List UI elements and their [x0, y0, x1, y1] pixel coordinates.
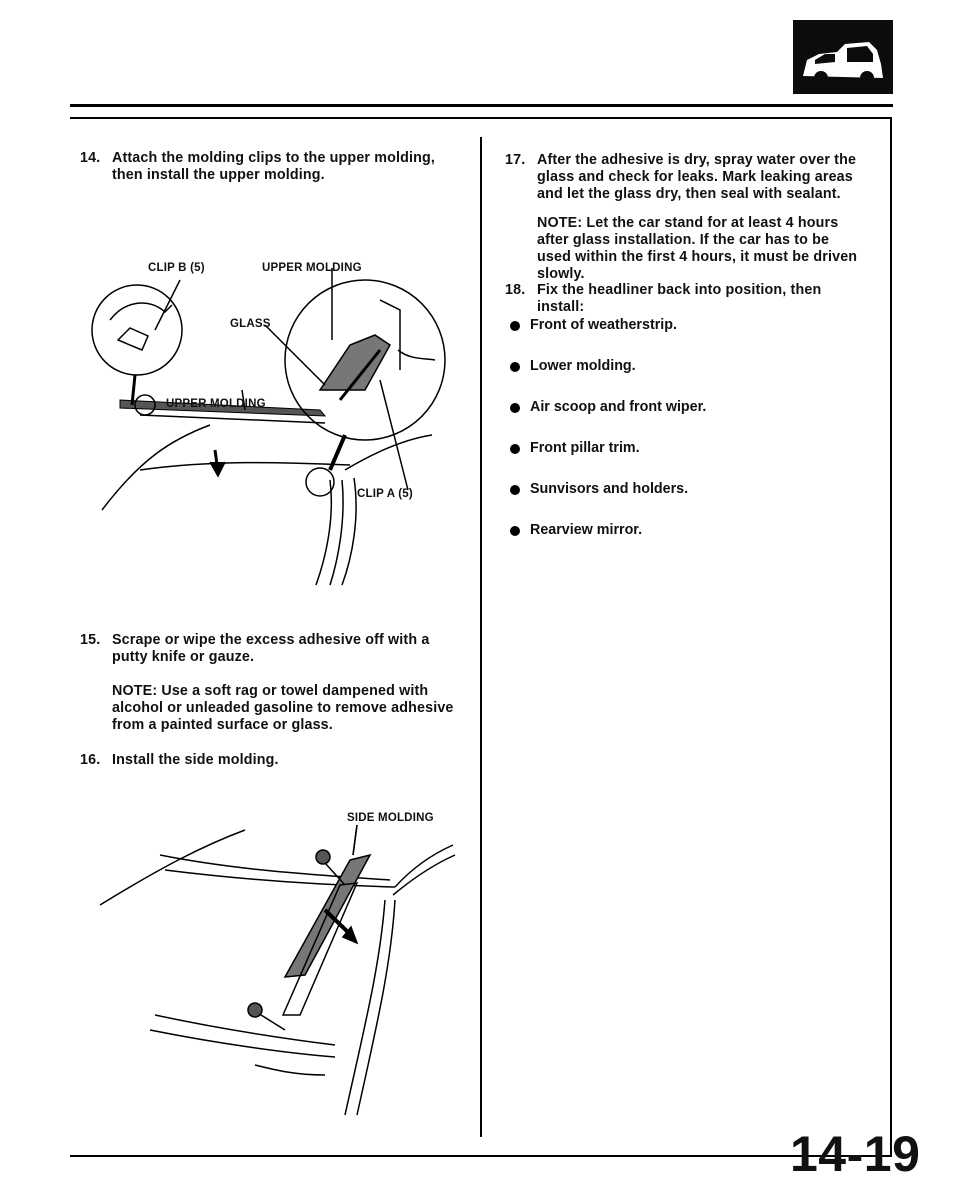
- bullet-dot-icon: [510, 362, 520, 372]
- header-rule: [70, 104, 893, 107]
- section-logo: [793, 20, 893, 94]
- label-glass: GLASS: [230, 318, 271, 330]
- list-item: Rearview mirror.: [510, 522, 860, 539]
- list-item: Front pillar trim.: [510, 440, 860, 457]
- note-17: NOTE: Let the car stand for at least 4 hours after glass installation. If the car has to be used within the first 4 hours, it must be driven slowly.: [537, 215, 858, 282]
- step-number: 16.: [80, 752, 101, 768]
- upper-molding-figure: [80, 240, 450, 600]
- step-17: [505, 152, 865, 212]
- page-number: 14-19: [790, 1126, 921, 1182]
- step-14: [80, 150, 455, 190]
- label-clip-a: CLIP A (5): [357, 488, 413, 500]
- step-number: 18.: [505, 282, 526, 298]
- bullet-dot-icon: [510, 526, 520, 536]
- side-molding-figure: [95, 825, 465, 1130]
- step-text: After the adhesive is dry, spray water over the glass and check for leaks. Mark leaking areas and let the glass dry, then seal with sealant.: [537, 152, 857, 202]
- step-text: Scrape or wipe the excess adhesive off with a putty knife or gauze.: [112, 632, 430, 665]
- list-item: Front of weatherstrip.: [510, 317, 860, 334]
- bullet-dot-icon: [510, 321, 520, 331]
- step-text: Attach the molding clips to the upper molding, then install the upper molding.: [112, 150, 436, 183]
- step-16: [80, 752, 455, 772]
- list-item: Air scoop and front wiper.: [510, 399, 860, 416]
- install-list: [510, 317, 860, 563]
- bullet-dot-icon: [510, 403, 520, 413]
- step-number: 15.: [80, 632, 101, 648]
- column-divider: [480, 137, 482, 1137]
- step-text: Fix the headliner back into position, then install:: [537, 282, 822, 315]
- label-clip-b: CLIP B (5): [148, 262, 205, 274]
- label-upper-molding-mid: UPPER MOLDING: [166, 398, 266, 410]
- label-upper-molding-top: UPPER MOLDING: [262, 262, 362, 274]
- step-text: Install the side molding.: [112, 752, 279, 768]
- bullet-dot-icon: [510, 485, 520, 495]
- step-number: 14.: [80, 150, 101, 166]
- step-18: [505, 282, 865, 315]
- list-item: Lower molding.: [510, 358, 860, 375]
- step-number: 17.: [505, 152, 526, 168]
- label-side-molding: SIDE MOLDING: [347, 812, 434, 824]
- step-15: [80, 632, 455, 672]
- car-body-icon: [793, 20, 893, 94]
- bullet-dot-icon: [510, 444, 520, 454]
- page-frame-bottom: [70, 1155, 892, 1157]
- list-item: Sunvisors and holders.: [510, 481, 860, 498]
- note-15: NOTE: Use a soft rag or towel dampened with alcohol or unleaded gasoline to remove adhesive from a painted surface or glass.: [112, 683, 454, 733]
